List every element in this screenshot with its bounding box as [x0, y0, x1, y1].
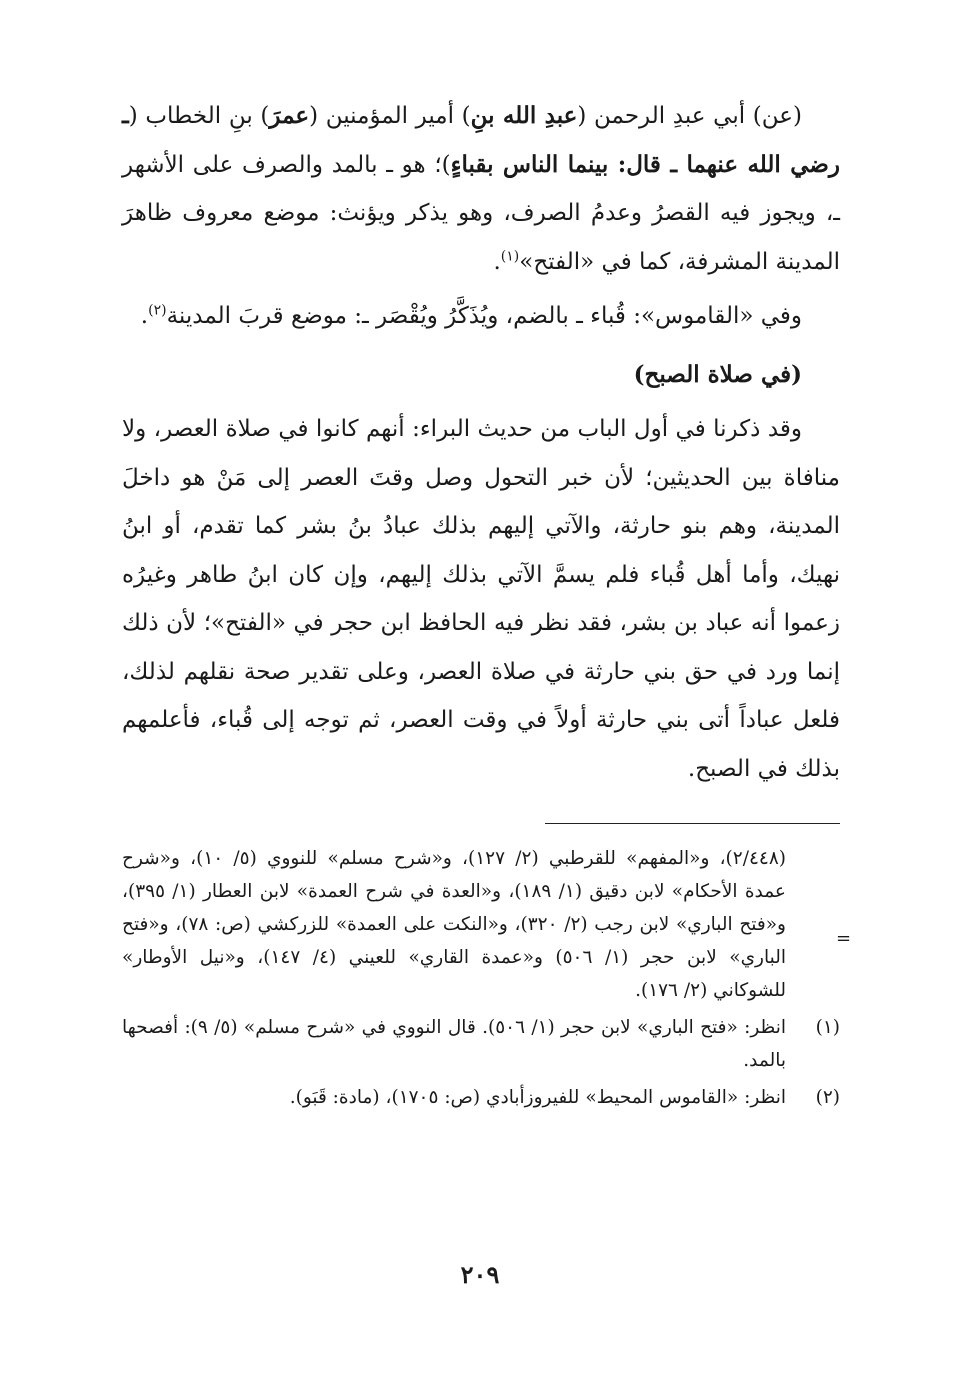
paragraph-1: [122, 92, 840, 286]
footnote-2-number: (٢): [815, 1087, 840, 1108]
paragraph-3: وقد ذكرنا في أول الباب من حديث البراء: أنهم كانوا في صلاة العصر، ولا منافاة بين الحديثين؛ لأن خبر التحول وصل وقتَ العصر إلى مَنْ هو داخلَ المدينة، وهم بنو حارثة، والآتي إليهم بذلك عبادُ بنُ بشر كما تقدم، أو ابنُ نهيك، وأما أهل قُباء فلم يسمَّ الآتي بذلك إليهم، وإن كان ابنُ طاهر وغيرُه زعموا أنه عباد بن بشر، فقد نظر فيه الحافظ ابن حجر في «الفتح»؛ لأن ذلك إنما ورد في حق بني حارثة في صلاة العصر، وعلى تقدير صحة نقلهم لذلك، فلعل عباداً أتى بني حارثة أولاً في وقت العصر، ثم توجه إلى قُباء، فأعلمهم بذلك في الصبح.: [122, 416, 840, 782]
p1-seg1: (عن) أبي عبدِ الرحمن (: [577, 103, 802, 129]
p1-seg2: عبدِ الله بنِ: [470, 102, 578, 129]
page-content: [122, 92, 840, 1114]
footnote-1-number: (١): [815, 1017, 840, 1038]
p2-text: وفي «القاموس»: قُباء ـ بالضم، ويُذَكَّرُ ويُقْصَر ـ: موضع قربَ المدينة: [166, 303, 802, 329]
p1-seg4: عمرَ: [269, 102, 310, 129]
footnote-2-text: انظر: «القاموس المحيط» للفيروزأبادي (ص: ١٧٠٥)، (مادة: قَبَو).: [289, 1087, 786, 1108]
footnote-1: [122, 1011, 840, 1077]
footnote-divider: [545, 823, 840, 824]
footnote-ref-2[interactable]: (٢): [148, 302, 167, 319]
footnote-1-text: انظر: «فتح الباري» لابن حجر (١/ ٥٠٦). قال النووي في «شرح مسلم» (٥/ ٩): أفصحها بالمد.: [122, 1017, 786, 1071]
footnote-continuation: [122, 842, 840, 1007]
footnotes: [122, 842, 840, 1114]
p1-seg6: ـ رضي الله عنهما ـ قال: بينما الناس بقباءٍ: [122, 102, 841, 178]
p1-seg7: )؛ هو ـ بالمد والصرف على الأشهر ـ، ويجوز فيه القصرُ وعدمُ الصرف، وهو يذكر ويؤنث: موضع معروف ظاهرَ المدينة المشرفة، كما في «الفتح»: [122, 151, 840, 275]
footnote-continuation-text: (٢/٤٤٨)، و«المفهم» للقرطبي (٢/ ١٢٧)، و«شرح مسلم» للنووي (٥/ ١٠)، و«شرح عمدة الأحكام» لابن دقيق (١/ ١٨٩)، و«العدة في شرح العمدة» لابن العطار (١/ ٣٩٥)، و«فتح الباري» لابن رجب (٢/ ٣٢٠)، و«النكت على العمدة» للزركشي (ص: ٧٨)، و«فتح الباري» لابن حجر (١/ ٥٠٦) و«عمدة القاري» للعيني (٤/ ١٤٧)، و«نيل الأوطار» للشوكاني (٢/ ١٧٦).: [122, 848, 786, 1001]
p2-end: .: [140, 303, 149, 329]
page-number: ٢٠٩: [460, 1260, 500, 1289]
p1-seg5: ) بنِ الخطاب (: [128, 103, 270, 129]
p1-end: .: [493, 248, 501, 275]
main-text: [122, 92, 840, 793]
section-heading: (في صلاة الصبح): [633, 360, 802, 388]
footnote-2: [122, 1081, 840, 1114]
p1-seg3: ) أمير المؤمنين (: [309, 103, 471, 129]
continuation-mark: =: [836, 928, 852, 949]
footnote-ref-1[interactable]: (١): [500, 247, 520, 264]
paragraph-2: [122, 292, 840, 341]
